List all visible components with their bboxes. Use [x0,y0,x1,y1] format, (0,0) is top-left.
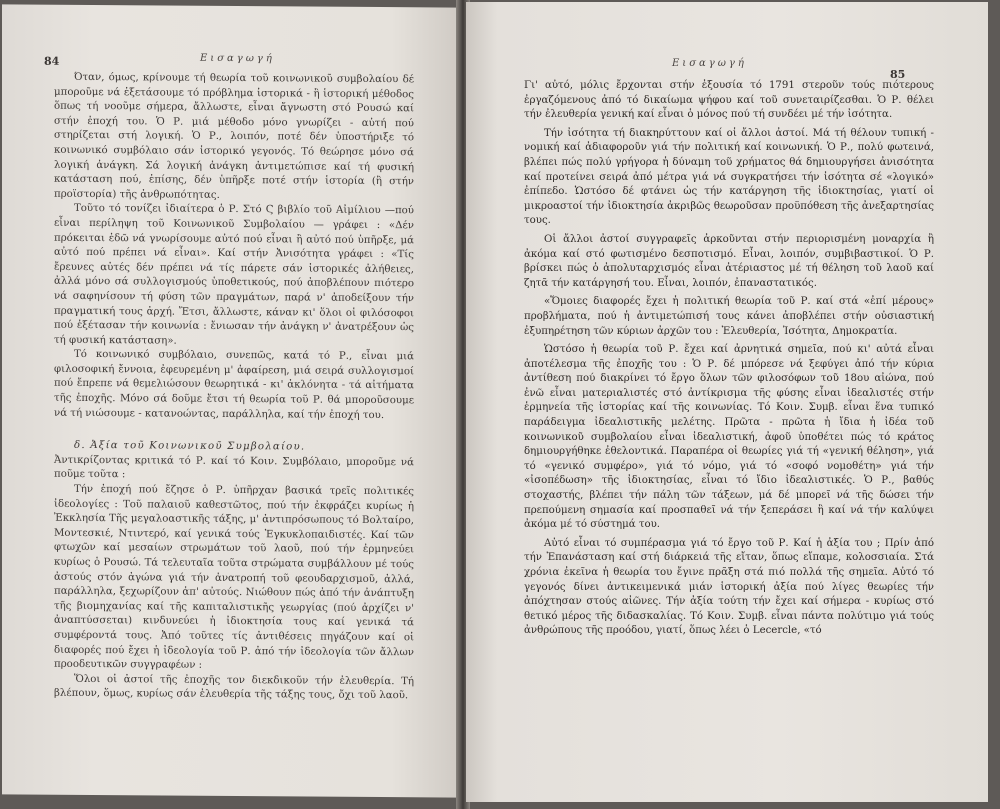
right-page [466,2,988,802]
paragraph: Ὡστόσο ἡ θεωρία τοῦ Ρ. ἔχει καί ἀρνητικά σημεῖα, πού κι' αὐτά εἶναι ἀποτέλεσμα τῆς ἐποχῆς του : Ὁ Ρ. δέ μπόρεσε νά ξεφύγει ἀπό τήν κύρια ἀντίθεση πού διακρίνει τό ἔργο ὅλων τῶν φιλοσόφων τοῦ 18ου αἰώνα, πού ἐνῶ εἶναι ματεριαλιστές στό ἀντίκρισμα τῆς φύσης εἶναι ἰδεαλιστές στήν ἑρμηνεία τῆς ἱστορίας καί τῆς κοινωνίας. Τό Κοιν. Συμβ. εἶναι ἕνα τυπικό παράδειγμα ἰδεαλιστικῆς μελέτης. Πρῶτα - πρῶτα ἡ ἴδια ἡ ἰδέα τοῦ κοινωνικοῦ συμβολαίου εἶναι ἰδεαλιστική, ἀφοῦ ὑποθέτει πώς τό κράτος δημιουργήθηκε ἐθελοντικά. Παραπέρα οἱ θεωρίες γιά τή «γενική θέληση», γιά τό «γενικό συμφέρο», γιά τό νόμο, γιά τό «σοφό νομοθέτη» γιά τήν «ἰσοπέδωση» τῆς ἰδιοκτησίας, εἶναι τό ἴδιο ἰδεαλιστικές. Ὁ Ρ., βαθύς στοχαστής, βλέπει τήν πάλη τῶν τάξεων, μά δέ μπορεῖ νά τῆς δώσει τήν πρεπούμενη σημασία καί προσπαθεῖ νά τήν ξεπεράσει ἢ καί νά τήν καλύψει ἀκόμα μέ τό σύστημά του. [524,344,934,531]
paragraph: Ἀντικρίζοντας κριτικά τό Ρ. καί τό Κοιν. Συμβόλαιο, μποροῦμε νά ποῦμε τοῦτα : [54,454,414,481]
paragraph: Γι' αὐτό, μόλις ἔρχονται στήν ἐξουσία τό 1791 στεροῦν τούς πιότερους ἐργαζόμενους ἀπό τό δικαίωμα ψήφου καί τοῦ συνεταιρίζεσθαι. Ὁ Ρ. θέλει τήν ἐλευθερία γενική καί εἶναι ὁ μόνος πού τή συνδέει μέ τήν ἰσότητα. [524,80,934,121]
paragraph: Τήν ἰσότητα τή διακηρύττουν καί οἱ ἄλλοι ἀστοί. Μά τή θέλουν τυπική - νομική καί ἀδιαφοροῦν γιά τήν πολιτική καί κοινωνική. Ὁ Ρ., πολύ φωτεινά, βλέπει πώς πολύ γρήγορα ἡ δύναμη τοῦ χρήματος θά δημιουργήσει ἀνισότητα καί προτείνει σειρά ἀπό μέτρα γιά νά συγκρατήσει τήν ἰσότητα σέ «λογικό» ἐπίπεδο. Ὡστόσο δέ φτάνει ὡς τήν κατάργηση τῆς ἰδιοκτησίας, γιατί οἱ μικροαστοί τήν ἰδιοκτησία ἀκριβῶς θεωροῦσαν προϋπόθεση τῆς ἀνεξαρτησίας τους. [524,127,934,227]
section-heading: δ. Ἀξία τοῦ Κοινωνικοῦ Συμβολαίου. [74,440,306,453]
page-number: 84 [44,54,60,68]
paragraph: Τό κοινωνικό συμβόλαιο, συνεπῶς, κατά τό Ρ., εἶναι μιά φιλοσοφική ἔννοια, ἐφευρεμένη μ' ἀφαίρεση, μιά σειρά συλλογισμοί πού ἔπρεπε νά θεμελιώσουν θεωρητικά - κι' ἀκλόνητα - τά αἰτήματα τῆς ἐποχῆς. Μόνο σά δοῦμε ἔτσι τή θεωρία τοῦ Ρ. θά μποροῦσουμε νά τή νιώσουμε - κατανοώντας, παράλληλα, καί τήν ἐποχή του. [54,349,414,421]
body-text [54,71,414,704]
paragraph: Όταν, όμως, κρίνουμε τή θεωρία τοῦ κοινωνικοῦ συμβολαίου δέ μποροῦμε νά ἐξετάσουμε τό πρόβλημα ἱστορικά - ἢ ἱστορική μέθοδος ὅπως τή νοοῦμε σήμερα, ἄλλωστε, εἶναι ἄγνωστη στό Ρουσώ καί στήν ἐποχή του. Ὁ Ρ. μιά μέθοδο μόνο γνωρίζει - αὐτή πού στηρίζεται στή λογική. Ὁ Ρ., λοιπόν, ποτέ δέν ὑποστήριξε τό κοινωνικό συμβόλαιο σάν ἱστορικό γεγονός. Τό θεώρησε μόνο σά λογική ἀνάγκη. Σά λογική ἀνάγκη ἀντιμετώπισε καί τή φυσική κατάσταση πού, ἐπίσης, δέν ὑπῆρξε ποτέ στήν ἱστορία (ἢ στήν προϊστορία) τῆς ἀνθρωπότητας. [54,71,414,201]
page-number: 85 [890,68,906,81]
running-head: Εισαγωγή [672,58,747,69]
body-text [524,79,934,643]
paragraph: «Ὅμοιες διαφορές ἔχει ἡ πολιτική θεωρία τοῦ Ρ. καί στά «ἐπί μέρους» προβλήματα, πού ἡ ἀντιμετώπισή τους κάνει ἀποβλέπει στήν οὐσιαστική ἐξυπηρέτηση τῶν κύριων ἀρχῶν του : Ἐλευθερία, Ἰσότητα, Δημοκρατία. [524,296,934,337]
paragraph: Αὐτό εἶναι τό συμπέρασμα γιά τό ἔργο τοῦ Ρ. Καί ἡ ἀξία του ; Πρίν ἀπό τήν Ἐπανάσταση καί στή διάρκειά τῆς εἴταν, ὅπως εἴπαμε, κολοσσιαία. Στά χρόνια ἐκεῖνα ἡ θεωρία του ἔγινε πρᾶξη στά πιό πολλά τῆς σημεῖα. Αὐτό τό γεγονός δίνει ἀντικειμενικά μιάν ἱστορική ἀξία πού λίγες θεωρίες τήν ἀπόχτησαν στούς αἰῶνες. Τήν ἀξία τούτη τήν ἔχει καί σήμερα - κυρίως στό θετικό μέρος τῆς διδασκαλίας. Τό Κοιν. Συμβ. εἶναι πάντα πολύτιμο γιά τούς ἀνθρώπους τῆς προόδου, γιατί, ὅπως λέει ὁ Lecercle, «τό [524,537,934,637]
paragraph: Τήν ἐποχή πού ἔζησε ὁ Ρ. ὑπῆρχαν βασικά τρεῖς πολιτικές ἰδεολογίες : Τοῦ παλαιοῦ καθεστῶτος, πού τήν ἐκφράζει κυρίως ἡ Ἐκκλησία Τῆς μεγαλοαστικῆς τάξης, μ' ἀντιπρόσωπους τό Βολταίρο, Μοντεσκιέ, Ντιντερό, καί γενικά τούς Ἐγκυκλοπαιδιστές. Καί τῶν φτωχῶν καί μεσαίων στρωμάτων τοῦ λαοῦ, πού τήν ἐρμηνεύει κυρίως ὁ Ρουσώ. Τά τελευταῖα τοῦτα στρώματα συμβάλλουν μέ τούς ἀστούς στόν ἀγώνα γιά τήν ἀνατροπή τοῦ φεουδαρχισμοῦ, ἀλλά, παράλληλα, ξεχωρίζουν ἀπ' αὐτούς. Νιώθουν πώς ἀπό τήν ἀνάπτυξη τῆς βιομηχανίας καί τῆς καπιταλιστικῆς γεωργίας (πού ἀρχίζει ν' ἀναπτύσσεται) κινδυνεύει ἡ ἰδιοκτησία τους καί γενικά τά συμφέροντά τους. Ἀπό τοῦτες τίς ἀντιθέσεις πηγάζουν καί οἱ διαφορές πού ἔχει ἡ ἰδεολογία τοῦ Ρ. ἀπό τήν ἰδεολογία τῶν ἄλλων προοδευτικῶν συγγραφέων : [54,483,415,671]
left-page [2,4,460,797]
running-head: Εισαγωγή [200,52,275,65]
paragraph: Οἱ ἄλλοι ἀστοί συγγραφεῖς ἀρκοῦνται στήν περιορισμένη μοναρχία ἢ ἀκόμα καί στό φωτισμένο δεσποτισμό. Εἶναι, λοιπόν, συμβιβαστικοί. Ὁ Ρ. βρίσκει πώς ὁ ἀπολυταρχισμός εἶναι ἀτέριαστος μέ τή θέληση τοῦ λαοῦ καί ζητᾶ τήν κατάργησή του. Εἶναι, λοιπόν, ἐπαναστατικός. [524,233,934,289]
paragraph: Τοῦτο τό τονίζει ἰδιαίτερα ὁ Ρ. Στό Ϛ βιβλίο τοῦ Αἰμίλιου —πού εἶναι περίληψη τοῦ Κοινωνικοῦ Συμβολαίου — γράφει : «Δέν πρόκειται ἐδῶ νά γνωρίσουμε αὐτό πού εἶναι ἢ αὐτό πού ὑπῆρξε, μά αὐτό πού πρέπει νά εἶναι». Καί στήν Ἀνισότητα γράφει : «Τίς ἔρευνες αὐτές δέν πρέπει νά τίς πάρετε σάν ἱστορικές ἀλήθειες, ἀλλά μόνο σά συλλογισμούς ὑποθετικούς, πού ἀποβλέπουν πιότερο νά σαφηνίσουν τή φύση τῶν πραγμάτων, παρά ν' ἀποδείξουν τήν πραγματική τους ἀρχή. Ἔτσι, ἄλλωστε, κάναν κι' ὅλοι οἱ φιλόσοφοι πού ἐξέτασαν τήν κοινωνία : ἔνιωσαν τήν ἀνάγκη ν' ἀνατρέξουν ὡς τή φυσική κατάσταση». [54,203,414,347]
paragraph: Ὅλοι οἱ ἀστοί τῆς ἐποχῆς τον διεκδικοῦν τήν ἐλευθερία. Τή βλέπουν, ὅμως, κυρίως σάν ἐλευθερία τῆς τάξης τους, ὄχι τοῦ λαοῦ. [54,673,414,702]
